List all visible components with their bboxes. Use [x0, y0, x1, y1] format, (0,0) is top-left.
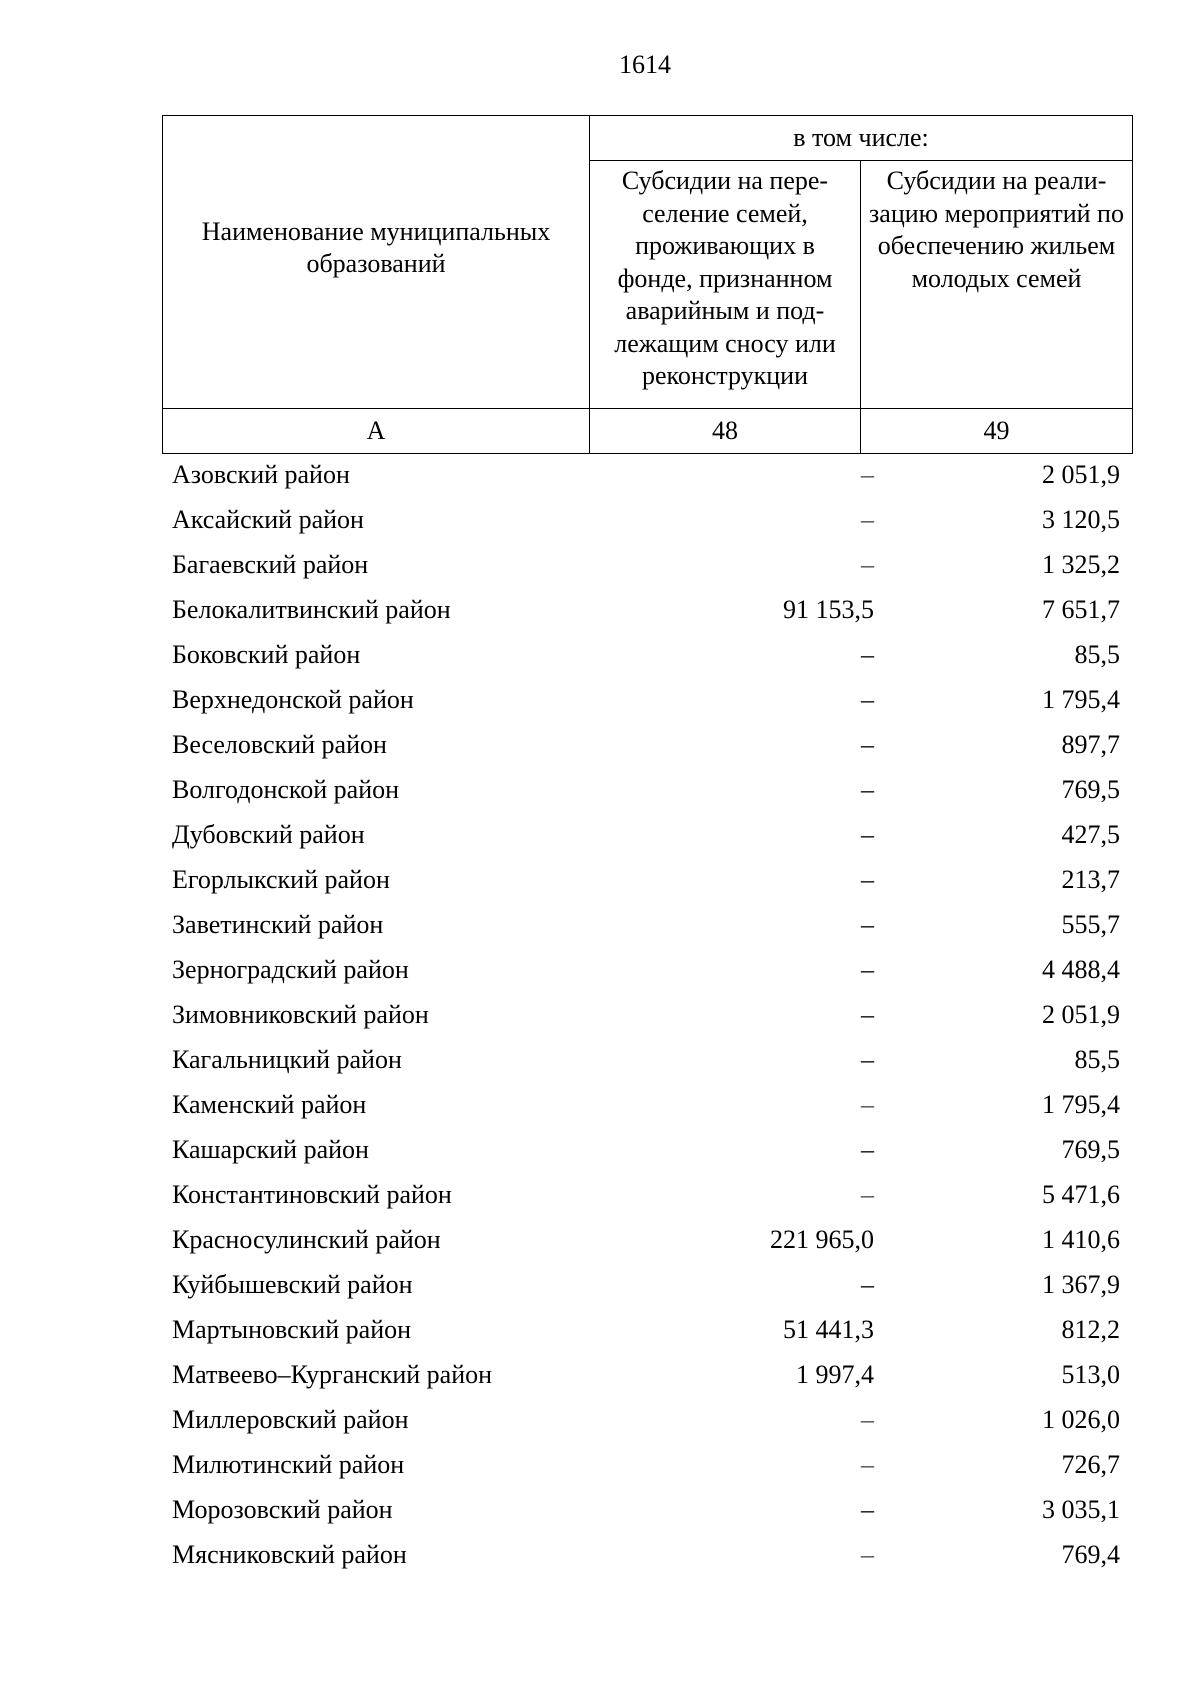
table-row	[162, 767, 1132, 812]
row-name: Мясниковский район	[172, 1540, 407, 1569]
row-value-49: 5 471,6	[1042, 1180, 1120, 1209]
header-letter-a: А	[163, 409, 590, 454]
row-value-49: 85,5	[1074, 640, 1120, 669]
row-value-49: 769,5	[1061, 775, 1120, 804]
table-row	[162, 497, 1132, 542]
page-number: 1614	[619, 50, 671, 79]
row-name: Азовский район	[172, 460, 350, 489]
row-name: Красносулинский район	[172, 1225, 441, 1254]
row-name: Боковский район	[172, 640, 361, 669]
row-value-49: 1 795,4	[1042, 685, 1120, 714]
row-value-49: 1 795,4	[1042, 1090, 1120, 1119]
table-row	[162, 1487, 1132, 1532]
row-value-49: 769,5	[1061, 1135, 1120, 1164]
table-row	[162, 1262, 1132, 1307]
header-including: в том числе:	[590, 116, 1133, 161]
row-value-49: 85,5	[1074, 1045, 1120, 1074]
table-row	[162, 1172, 1132, 1217]
row-name: Заветинский район	[172, 910, 384, 939]
row-name: Верхнедонской район	[172, 685, 414, 714]
row-value-49: 3 035,1	[1042, 1495, 1120, 1524]
table-row	[162, 947, 1132, 992]
header-column-49-title: Субсидии на реали-зацию мероприятий по обеспечению жильем молодых семей	[861, 161, 1133, 409]
row-value-48: –	[861, 865, 874, 894]
table-row	[162, 542, 1132, 587]
row-value-48: 1 997,4	[796, 1360, 874, 1389]
row-name: Волгодонской район	[172, 775, 400, 804]
row-value-48: 51 441,3	[783, 1315, 874, 1344]
row-name: Багаевский район	[172, 550, 369, 579]
row-value-49: 1 026,0	[1042, 1405, 1120, 1434]
table-row	[162, 677, 1132, 722]
row-name: Веселовский район	[172, 730, 387, 759]
table-row	[162, 587, 1132, 632]
row-value-48: –	[861, 1000, 874, 1029]
row-value-48: –	[861, 910, 874, 939]
row-name: Кашарский район	[172, 1135, 369, 1164]
row-name: Каменский район	[172, 1090, 367, 1119]
table-row	[162, 1442, 1132, 1487]
row-name: Аксайский район	[172, 505, 364, 534]
row-value-49: 513,0	[1061, 1360, 1120, 1389]
table-row	[162, 1532, 1132, 1577]
header-number-48: 48	[590, 409, 861, 454]
row-name: Матвеево–Курганский район	[172, 1360, 493, 1389]
table-row	[162, 812, 1132, 857]
row-value-48: –	[861, 955, 874, 984]
row-name: Зимовниковский район	[172, 1000, 429, 1029]
row-value-49: 555,7	[1061, 910, 1120, 939]
row-value-48: –	[861, 1045, 874, 1074]
table-row	[162, 857, 1132, 902]
row-name: Морозовский район	[172, 1495, 393, 1524]
row-value-48: –	[861, 1135, 874, 1164]
row-value-49: 427,5	[1061, 820, 1120, 849]
row-name: Константиновский район	[172, 1180, 452, 1209]
table-header	[162, 115, 1133, 454]
table-row	[162, 1127, 1132, 1172]
row-name: Куйбышевский район	[172, 1270, 413, 1299]
table-row	[162, 902, 1132, 947]
table-row	[162, 722, 1132, 767]
row-name: Миллеровский район	[172, 1405, 409, 1434]
row-value-49: 2 051,9	[1042, 1000, 1120, 1029]
row-value-49: 4 488,4	[1042, 955, 1120, 984]
row-value-49: 897,7	[1061, 730, 1120, 759]
row-value-49: 726,7	[1061, 1450, 1120, 1479]
row-value-48: –	[861, 550, 874, 579]
table-body	[162, 452, 1132, 1577]
row-value-48: –	[861, 1405, 874, 1434]
row-name: Милютинский район	[172, 1450, 405, 1479]
row-value-49: 2 051,9	[1042, 460, 1120, 489]
row-value-48: –	[861, 1270, 874, 1299]
row-value-48: –	[861, 1090, 874, 1119]
row-name: Кагальницкий район	[172, 1045, 402, 1074]
row-value-49: 1 410,6	[1042, 1225, 1120, 1254]
row-name: Дубовский район	[172, 820, 365, 849]
table-row	[162, 632, 1132, 677]
row-value-48: –	[861, 1540, 874, 1569]
row-value-48: –	[861, 640, 874, 669]
row-value-48: –	[861, 1450, 874, 1479]
table-row	[162, 1397, 1132, 1442]
row-value-49: 1 367,9	[1042, 1270, 1120, 1299]
table-row	[162, 1082, 1132, 1127]
row-value-48: –	[861, 460, 874, 489]
row-name: Зерноградский район	[172, 955, 409, 984]
table-row	[162, 992, 1132, 1037]
table-row	[162, 1307, 1132, 1352]
row-value-48: –	[861, 1180, 874, 1209]
row-value-48: –	[861, 820, 874, 849]
row-value-48: –	[861, 1495, 874, 1524]
row-value-48: –	[861, 505, 874, 534]
row-value-49: 769,4	[1061, 1540, 1120, 1569]
row-value-49: 7 651,7	[1042, 595, 1120, 624]
row-name: Белокалитвинский район	[172, 595, 451, 624]
table-row	[162, 1352, 1132, 1397]
row-value-48: –	[861, 775, 874, 804]
row-value-48: 91 153,5	[783, 595, 874, 624]
row-name: Егорлыкский район	[172, 865, 390, 894]
header-number-49: 49	[861, 409, 1133, 454]
table-row	[162, 1037, 1132, 1082]
row-value-49: 213,7	[1061, 865, 1120, 894]
row-value-48: –	[861, 730, 874, 759]
row-name: Мартыновский район	[172, 1315, 412, 1344]
header-column-48-title: Субсидии на пере-селение семей, проживающих в фонде, признанном аварийным и под-лежащим сносу или реконструкции	[590, 161, 861, 409]
row-value-48: –	[861, 685, 874, 714]
row-value-48: 221 965,0	[770, 1225, 874, 1254]
row-value-49: 3 120,5	[1042, 505, 1120, 534]
row-value-49: 1 325,2	[1042, 550, 1120, 579]
row-value-49: 812,2	[1061, 1315, 1120, 1344]
table-row	[162, 1217, 1132, 1262]
table-row	[162, 452, 1132, 497]
header-municipality-name: Наименование муниципальных образований	[163, 116, 590, 409]
